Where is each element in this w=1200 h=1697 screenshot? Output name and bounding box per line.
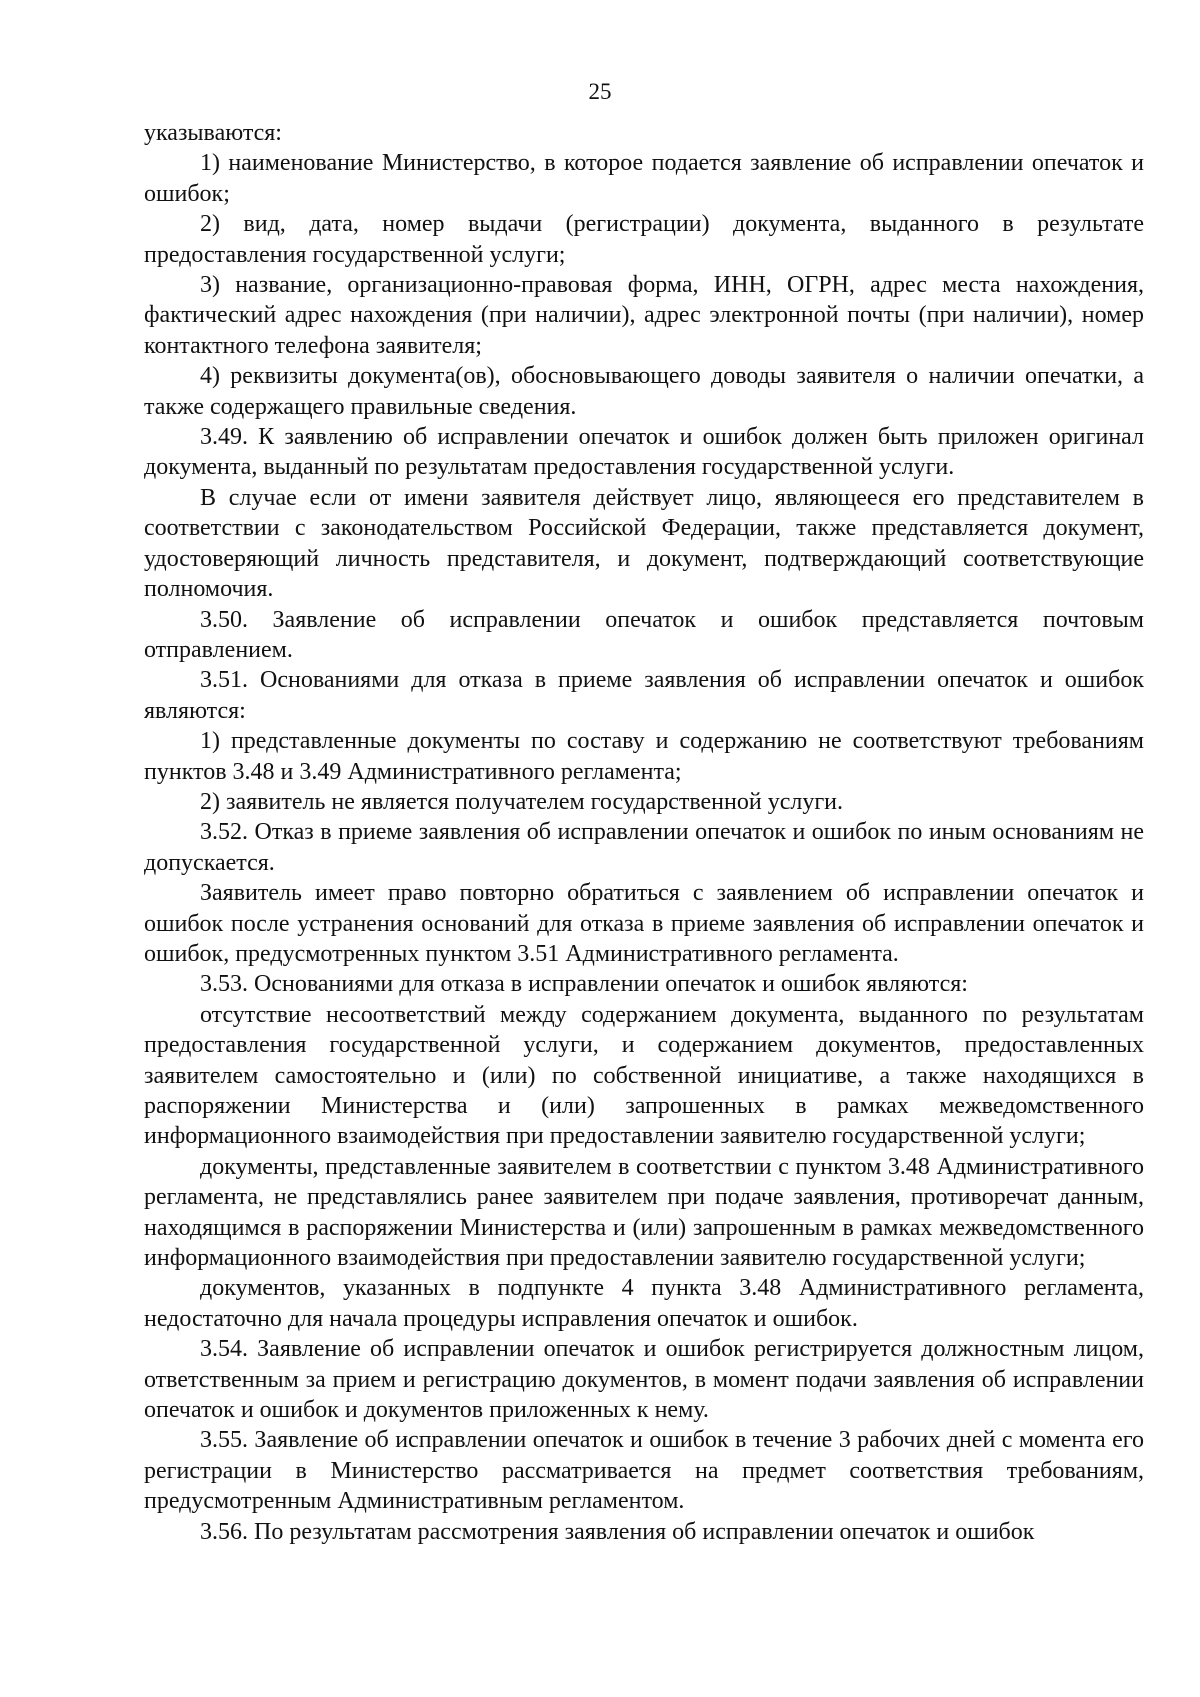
paragraph: 1) наименование Министерство, в которое подается заявление об исправлении опечаток и ошибок; (144, 150, 1144, 207)
paragraph: 3.51. Основаниями для отказа в приеме заявления об исправлении опечаток и ошибок являются: (144, 667, 1144, 724)
paragraph: 3.56. По результатам рассмотрения заявления об исправлении опечаток и ошибок (200, 1518, 1035, 1545)
paragraph: 3.49. К заявлению об исправлении опечаток и ошибок должен быть приложен оригинал документа, выданный по результатам предоставления государственной услуги. (144, 424, 1144, 481)
paragraph: документов, указанных в подпункте 4 пункта 3.48 Административного регламента, недостаточно для начала процедуры исправления опечаток и ошибок. (144, 1275, 1144, 1332)
paragraph: отсутствие несоответствий между содержанием документа, выданного по результатам предоставления государственной услуги, и содержанием документов, предоставленных заявителем самостоятельно и (или) по собственной инициативе, а также находящихся в распоряжении Министерства и (или) запрошенных в рамках межведомственного информационного взаимодействия при предоставлении заявителю государственной услуги; (144, 1001, 1144, 1150)
paragraph: 2) вид, дата, номер выдачи (регистрации) документа, выданного в результате предоставления государственной услуги; (144, 211, 1144, 268)
paragraph: 4) реквизиты документа(ов), обосновывающего доводы заявителя о наличии опечатки, а также содержащего правильные сведения. (144, 363, 1144, 420)
paragraph: Заявитель имеет право повторно обратиться с заявлением об исправлении опечаток и ошибок после устранения оснований для отказа в приеме заявления об исправлении опечаток и ошибок, предусмотренных пунктом 3.51 Административного регламента. (144, 880, 1144, 967)
paragraph: 3.53. Основаниями для отказа в исправлении опечаток и ошибок являются: (200, 971, 968, 998)
paragraph: 3.54. Заявление об исправлении опечаток и ошибок регистрируется должностным лицом, ответственным за прием и регистрацию документов, в момент подачи заявления об исправлении опечаток и ошибок и документов приложенных к нему. (144, 1336, 1144, 1424)
paragraph: В случае если от имени заявителя действует лицо, являющееся его представителем в соответствии с законодательством Российской Федерации, также представляется документ, удостоверяющий личность представителя, и документ, подтверждающий соответствующие полномочия. (144, 484, 1144, 603)
page-number: 25 (588, 79, 612, 104)
paragraph: 2) заявитель не является получателем государственной услуги. (200, 788, 844, 815)
paragraph: 3.50. Заявление об исправлении опечаток и ошибок представляется почтовым отправлением. (144, 606, 1144, 663)
paragraph: 1) представленные документы по составу и содержанию не соответствуют требованиям пунктов 3.48 и 3.49 Административного регламента; (144, 728, 1144, 785)
paragraph: указываются: (144, 120, 282, 146)
document-body (144, 118, 1144, 1547)
paragraph: документы, представленные заявителем в соответствии с пунктом 3.48 Административного регламента, не представлялись ранее заявителем при подаче заявления, противоречат данным, находящимся в распоряжении Министерства и (или) запрошенным в рамках межведомственного информационного взаимодействия при предоставлении заявителю государственной услуги; (144, 1153, 1144, 1272)
paragraph: 3.55. Заявление об исправлении опечаток и ошибок в течение 3 рабочих дней с момента его регистрации в Министерство рассматривается на предмет соответствия требованиям, предусмотренным Административным регламентом. (144, 1427, 1144, 1515)
paragraph: 3.52. Отказ в приеме заявления об исправлении опечаток и ошибок по иным основаниям не допускается. (144, 819, 1144, 876)
paragraph: 3) название, организационно-правовая форма, ИНН, ОГРН, адрес места нахождения, фактический адрес нахождения (при наличии), адрес электронной почты (при наличии), номер контактного телефона заявителя; (144, 272, 1144, 359)
